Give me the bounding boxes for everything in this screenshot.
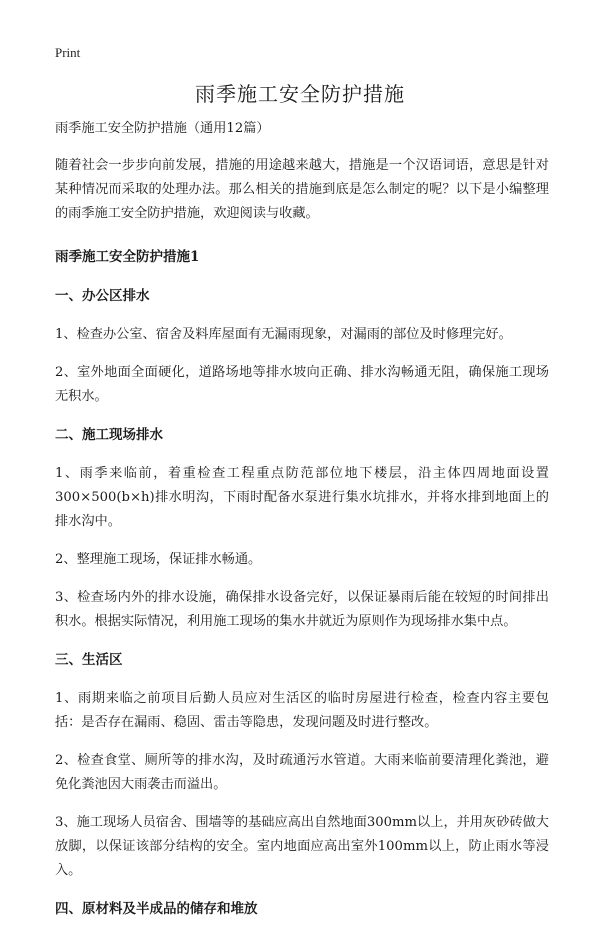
section-paragraph: 3、检查场内外的排水设施，确保排水设备完好，以保证暴雨后能在较短的时间排出积水。根据实际情况，利用施工现场的集水井就近为原则作为现场排水集中点。 (55, 590, 549, 629)
section-paragraph: 1、检查办公室、宿舍及料库屋面有无漏雨现象，对漏雨的部位及时修理完好。 (55, 327, 512, 342)
article-title: 雨季施工安全防护措施1 (55, 249, 200, 265)
intro-paragraph: 随着社会一步步向前发展，措施的用途越来越大，措施是一个汉语词语，意思是针对某种情况而采取的处理办法。那么相关的措施到底是怎么制定的呢？以下是小编整理的雨季施工安全防护措施，欢迎阅读与收藏。 (55, 158, 549, 221)
section-heading: 二、施工现场排水 (55, 427, 163, 443)
print-link[interactable]: Print (55, 45, 81, 60)
document-subtitle: 雨季施工安全防护措施（通用12篇） (55, 121, 270, 136)
section-paragraph: 1、雨季来临前，着重检查工程重点防范部位地下楼层，沿主体四周地面设置300×500(b×h)排水明沟，下雨时配备水泵进行集水坑排水，并将水排到地面上的排水沟中。 (55, 466, 549, 529)
section-heading: 一、办公区排水 (55, 288, 150, 304)
section-paragraph: 3、施工现场人员宿舍、围墙等的基础应高出自然地面300mm以上，并用灰砂砖做大放脚，以保证该部分结构的安全。室内地面应高出室外100mm以上，防止雨水等浸入。 (55, 815, 549, 878)
page-title: 雨季施工安全防护措施 (195, 82, 405, 106)
section-paragraph: 2、整理施工现场，保证排水畅通。 (55, 552, 262, 567)
section-heading: 三、生活区 (55, 652, 123, 668)
section-paragraph: 2、室外地面全面硬化，道路场地等排水坡向正确、排水沟畅通无阻，确保施工现场无积水。 (55, 365, 549, 404)
section-paragraph: 2、检查食堂、厕所等的排水沟，及时疏通污水管道。大雨来临前要清理化粪池，避免化粪池因大雨袭击而溢出。 (55, 753, 549, 792)
document-body (55, 117, 549, 936)
section-heading: 四、原材料及半成品的储存和堆放 (55, 901, 258, 917)
section-paragraph: 1、雨期来临之前项目后勤人员应对生活区的临时房屋进行检查，检查内容主要包括：是否存在漏雨、稳固、雷击等隐患，发现问题及时进行整改。 (55, 691, 549, 730)
